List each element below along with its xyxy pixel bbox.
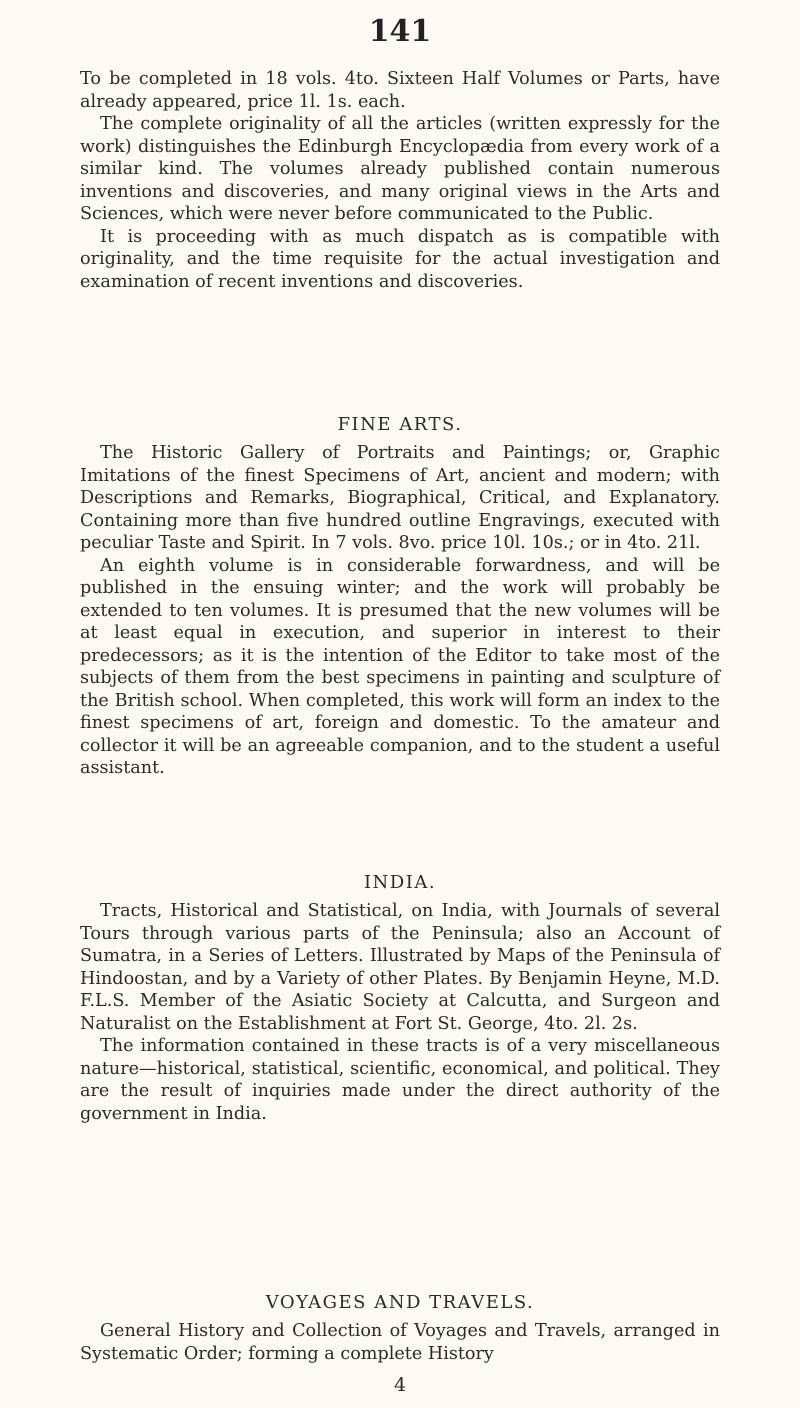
india-paragraph-2: The information contained in these tracts is of a very miscellaneous nature—historical, statistical, scientific, economical, and political. They are the result of inquiries made under the direct authority of the government in India.: [80, 1036, 720, 1124]
fine-arts-section: [80, 442, 720, 780]
voyages-paragraph-1: General History and Collection of Voyages and Travels, arranged in Systematic Order; forming a complete History: [80, 1321, 720, 1364]
intro-paragraph-2: The complete originality of all the articles (written expressly for the work) distinguishes the Edinburgh Encyclopædia from every work of a similar kind. The volumes already published contain numerous inventions and discoveries, and many original views in the Arts and Sciences, which were never before communicated to the Public.: [80, 114, 720, 224]
heading-voyages-and-travels: VOYAGES AND TRAVELS.: [265, 1292, 535, 1313]
intro-paragraph-3: It is proceeding with as much dispatch as is compatible with originality, and the time requisite for the actual investigation and examination of recent inventions and discoveries.: [80, 226, 720, 292]
heading-fine-arts: FINE ARTS.: [337, 414, 463, 435]
heading-india: INDIA.: [363, 872, 437, 893]
voyages-section: [80, 1320, 720, 1365]
signature-mark: 4: [393, 1374, 407, 1396]
page-number: 141: [368, 14, 432, 49]
intro-paragraph-1: To be completed in 18 vols. 4to. Sixteen Half Volumes or Parts, have already appeared, price 1l. 1s. each.: [80, 69, 720, 112]
fine-arts-paragraph-1: The Historic Gallery of Portraits and Paintings; or, Graphic Imitations of the finest Specimens of Art, ancient and modern; with Descriptions and Remarks, Biographical, Critical, and Explanatory. Containing more than five hundred outline Engravings, executed with peculiar Taste and Spirit. In 7 vols. 8vo. price 10l. 10s.; or in 4to. 21l.: [80, 443, 720, 553]
fine-arts-paragraph-2: An eighth volume is in considerable forwardness, and will be published in the ensuing winter; and the work will probably be extended to ten volumes. It is presumed that the new volumes will be at least equal in execution, and superior in interest to their predecessors; as it is the intention of the Editor to take most of the subjects of them from the best specimens in painting and sculpture of the British school. When completed, this work will form an index to the finest specimens of art, foreign and domestic. To the amateur and collector it will be an agreeable companion, and to the student a useful assistant.: [80, 555, 720, 778]
india-paragraph-1: Tracts, Historical and Statistical, on India, with Journals of several Tours through various parts of the Peninsula; also an Account of Sumatra, in a Series of Letters. Illustrated by Maps of the Peninsula of Hindoostan, and by a Variety of other Plates. By Benjamin Heyne, M.D. F.L.S. Member of the Asiatic Society at Calcutta, and Surgeon and Naturalist on the Establishment at Fort St. George, 4to. 2l. 2s.: [80, 901, 720, 1034]
intro-section: [80, 68, 720, 293]
india-section: [80, 900, 720, 1125]
